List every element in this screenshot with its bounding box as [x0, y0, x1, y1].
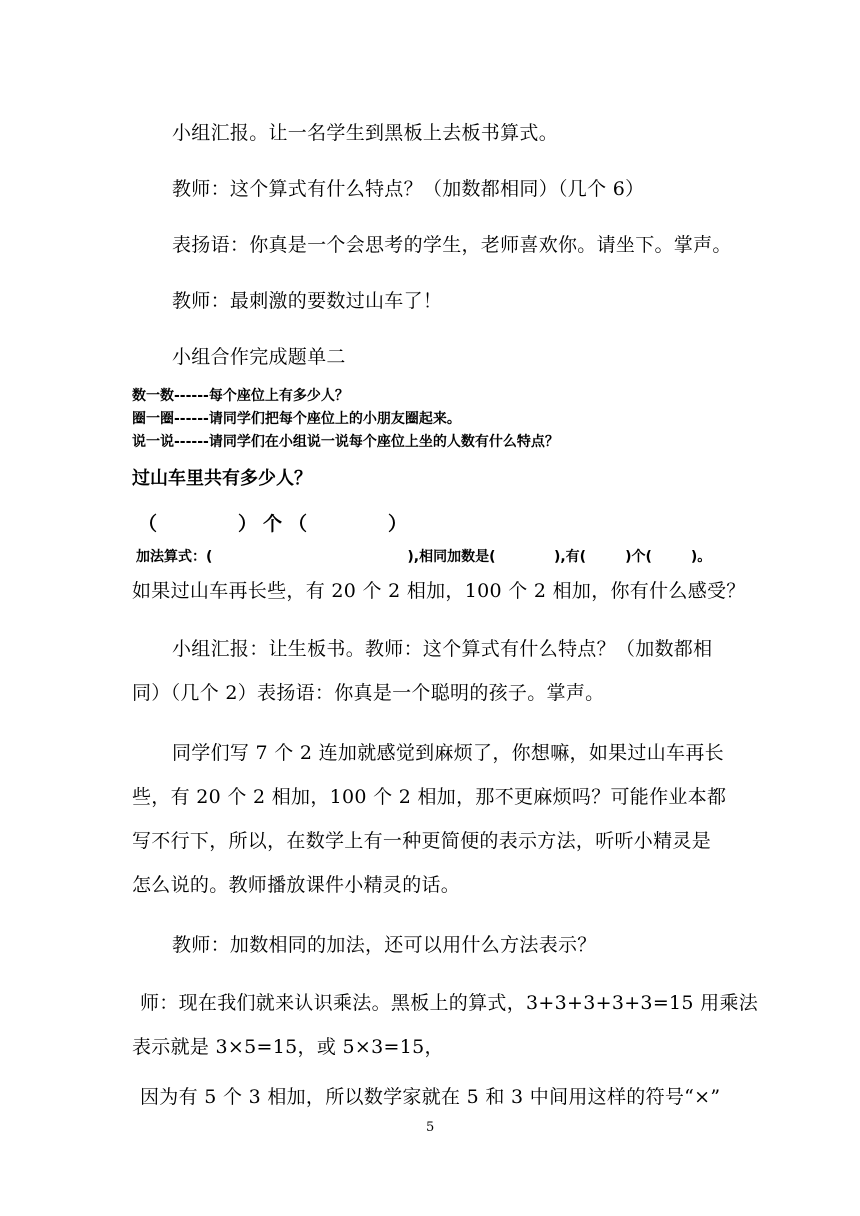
- paragraph-explain-c: 写不行下，所以，在数学上有一种更简便的表示方法，听听小精灵是: [132, 830, 712, 852]
- worksheet-circle-line: 圈一圈------请同学们把每个座位上的小朋友圈起来。: [132, 411, 461, 427]
- page-number: 5: [426, 1120, 435, 1135]
- paragraph-worksheet-title: 小组合作完成题单二: [172, 346, 346, 368]
- paragraph-explain-a: 同学们写 7 个 2 连加就感觉到麻烦了，你想嘛，如果过山车再长: [172, 742, 724, 764]
- worksheet-blanks: （ ）个（ ）: [138, 513, 414, 535]
- worksheet-say-line: 说一说------请同学们在小组说一说每个座位上坐的人数有什么特点？: [132, 434, 559, 450]
- paragraph-multiplication-b: 表示就是 3×5=15，或 5×3=15，: [132, 1036, 444, 1058]
- paragraph-longer-coaster: 如果过山车再长些，有 20 个 2 相加，100 个 2 相加，你有什么感受？: [132, 580, 746, 602]
- paragraph-symbol: 因为有 5 个 3 相加，所以数学家就在 5 和 3 中间用这样的符号“×”: [140, 1086, 721, 1108]
- paragraph-teacher-question: 教师：这个算式有什么特点？（加数都相同）（几个 6）: [172, 178, 645, 200]
- worksheet-question: 过山车里共有多少人？: [132, 468, 312, 489]
- paragraph-explain-d: 怎么说的。教师播放课件小精灵的话。: [132, 874, 461, 896]
- paragraph-group-report: 小组汇报。让一名学生到黑板上去板书算式。: [172, 122, 559, 144]
- paragraph-explain-b: 些，有 20 个 2 相加，100 个 2 相加，那不更麻烦吗？可能作业本都: [132, 786, 727, 808]
- paragraph-praise: 表扬语：你真是一个会思考的学生，老师喜欢你。请坐下。掌声。: [172, 234, 732, 256]
- paragraph-group-report-2b: 同）（几个 2）表扬语：你真是一个聪明的孩子。掌声。: [132, 682, 605, 704]
- worksheet-count-line: 数一数------每个座位上有多少人？: [132, 388, 349, 404]
- paragraph-teacher-method: 教师：加数相同的加法，还可以用什么方法表示？: [172, 934, 597, 956]
- worksheet-formula: 加法算式：( ),相同加数是( ),有( )个( )。: [136, 549, 712, 565]
- paragraph-roller-coaster: 教师：最刺激的要数过山车了！: [172, 290, 443, 312]
- paragraph-group-report-2a: 小组汇报：让生板书。教师：这个算式有什么特点？（加数都相: [172, 638, 713, 660]
- paragraph-multiplication-a: 师：现在我们就来认识乘法。黑板上的算式，3+3+3+3+3=15 用乘法: [140, 992, 759, 1014]
